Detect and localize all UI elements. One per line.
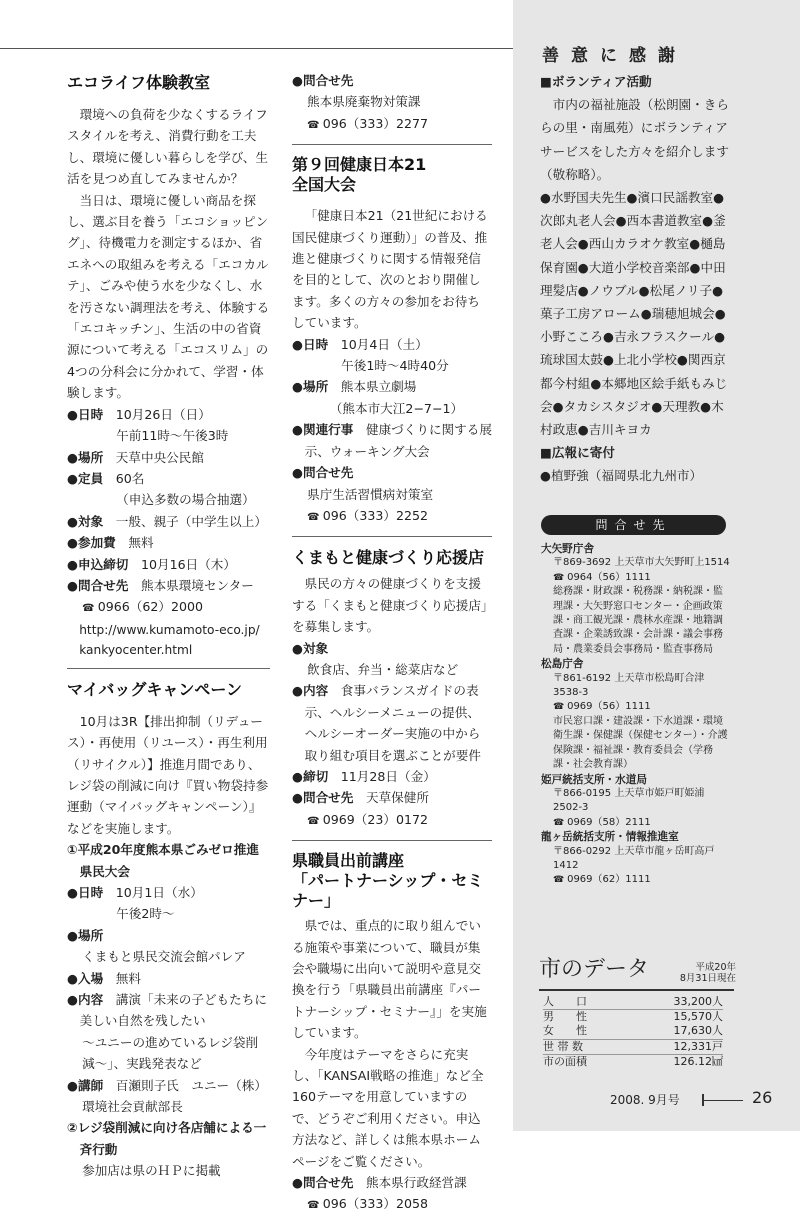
eco-contact: 熊本県環境センター xyxy=(140,577,254,593)
shop-contact: 天草保健所 xyxy=(365,790,429,806)
stat-value: 12,331戸 xyxy=(628,1039,723,1054)
eco-contact-row xyxy=(67,575,270,596)
shop-content-label: ●内容 xyxy=(292,683,329,699)
eco-tel: ☎ 0966（62）2000 xyxy=(67,596,270,619)
health21-title-2: 全国大会 xyxy=(292,175,357,195)
volunteer-text: 市内の福祉施設（松朗園・きららの里・南風苑）にボランティアサービスをした方々を紹介します（敬称略）。 xyxy=(540,97,729,182)
stat-value: 126.12㎢ xyxy=(673,1054,723,1068)
eco-place-label: ●場所 xyxy=(67,449,104,465)
health21-date-row xyxy=(292,334,492,355)
eco-fee-label: ●参加費 xyxy=(67,535,116,551)
bag-place-label: ●場所 xyxy=(67,927,104,943)
bag-lecturer: 百瀬則子氏 ユニー（株） xyxy=(115,1077,267,1093)
section-divider xyxy=(67,668,270,669)
office-tel: ☎ 0969（58）2111 xyxy=(541,816,731,830)
page-number: 26 xyxy=(752,1088,773,1107)
city-data-table xyxy=(543,995,723,1069)
office-address: 〒866-0195 上天草市姫戸町姫浦2502-3 xyxy=(553,787,705,814)
stat-row xyxy=(543,1054,723,1069)
health21-paragraph: 「健康日本21（21世紀における国民健康づくり運動）」の普及、推進と健康づくりに関する情報発信を目的として、次のとおり開催します。多くの方々の参加をお待ちしています。 xyxy=(292,208,488,331)
office-address: 〒861-6192 上天草市松島町合津3538-3 xyxy=(553,672,705,699)
stat-value: 15,570人 xyxy=(673,1010,723,1024)
eco-fee: 無料 xyxy=(128,535,154,551)
eco-deadline-row xyxy=(67,554,270,575)
health21-place-row xyxy=(292,376,492,397)
donation-heading: ■ 広報に寄付 xyxy=(540,441,730,464)
lecture-tel: ☎ 096（333）2058 xyxy=(292,1193,492,1216)
bag-date-row xyxy=(67,882,270,903)
bag-lecturer-row xyxy=(67,1075,270,1096)
office-name: 松島庁舎 xyxy=(541,658,584,671)
eco-place: 天草中央公民館 xyxy=(115,449,204,465)
eco-date-row xyxy=(67,404,270,425)
office-name: 大矢野庁舎 xyxy=(541,543,594,555)
shop-deadline: 11月28日（金） xyxy=(340,768,436,784)
health21-related-label: ●関連行事 xyxy=(292,422,354,438)
office-departments: 市民窓口課・建設課・下水道課・環境衛生課・保健課（保健センター）・介護保険課・福祉課・教育委員会（学務課・社会教育課） xyxy=(553,715,728,771)
eco-title: エコライフ体験教室 xyxy=(67,73,211,92)
health21-time: 午後1時～4時40分 xyxy=(341,358,449,374)
volunteer-names: ●水野国夫先生●濱口民謡教室●次郎丸老人会●西本書道教室●釜老人会●西山カラオケ教室●樋島保育園●大道小学校音楽部●中田理髪店●ノウブル●松尾ノリ子●菓子工房アローム●瑞穂旭城会●小野こころ●吉永フラスクール●琉球国太鼓●上北小学校●関西京都今村組●本郷地区絵手紙もみじ会●タカシスタジオ●天理教●木村政恵●吉川キヨカ xyxy=(540,190,728,438)
health21-place: 熊本県立劇場 xyxy=(340,379,417,395)
lecture-paragraph-2: 今年度はテーマをさらに充実し、「KANSAI戦略の推進」など全160テーマを用意していますので、どうぞご利用ください。申込方法など、詳しくは熊本県ホームページをご覧ください。 xyxy=(292,1046,484,1169)
waste-tel: ☎ 096（333）2277 xyxy=(292,113,492,136)
waste-contact: 熊本県廃棄物対策課 xyxy=(307,94,421,110)
city-data-rule xyxy=(539,989,734,991)
city-data-date xyxy=(674,962,736,984)
volunteer-heading: ■ ボランティア活動 xyxy=(540,70,730,93)
office-address: 〒866-0292 上天草市龍ヶ岳町高戸1412 xyxy=(553,845,715,871)
eco-capacity-note: （申込多数の場合抽選） xyxy=(116,492,255,508)
bag-item-1: ①平成20年度熊本県ごみゼロ推進県民大会 xyxy=(67,842,259,879)
shop-deadline-row xyxy=(292,766,492,787)
bag-lecturer-label: ●講師 xyxy=(67,1077,104,1093)
shop-deadline-label: ●締切 xyxy=(292,768,329,784)
shop-content: 食事バランスガイドの表示、ヘルシーメニューの提供、ヘルシーオーダー実施の中から取り組む項目を選ぶことが要件 xyxy=(304,683,481,763)
city-data-date-day: 8月31日現在 xyxy=(679,973,736,984)
column-2 xyxy=(292,72,492,1217)
top-rule xyxy=(0,48,513,49)
office-departments: 総務課・財政課・税務課・納税課・監理課・大矢野窓口センター・企画政策課・商工観光課・農林水産課・地籍調査課・企業誘致課・会計課・議会事務局・農業委員会事務局・監査事務局 xyxy=(553,586,723,655)
health21-contact: 県庁生活習慣病対策室 xyxy=(307,486,434,502)
lecture-contact-row xyxy=(292,1172,492,1193)
footer-rule xyxy=(703,1100,743,1101)
office-list xyxy=(541,542,731,888)
donation-name: ●植野強（福岡県北九州市） xyxy=(540,468,703,484)
eco-fee-row xyxy=(67,532,270,553)
office-oyano xyxy=(541,542,731,657)
office-ryugatake xyxy=(541,830,731,888)
lecture-paragraph-1: 県では、重点的に取り組んでいる施策や事業について、職員が集会や職場に出向いて説明や意見交換を行う「県職員出前講座『パートナーシップ・セミナー』」を実施しています。 xyxy=(292,918,487,1041)
eco-place-row xyxy=(67,447,270,468)
lecture-title-1: 県職員出前講座 xyxy=(292,851,405,871)
office-tel: ☎ 0969（56）1111 xyxy=(541,700,731,714)
health21-address: （熊本市大江2−7−1） xyxy=(329,400,464,416)
section-divider xyxy=(292,536,492,537)
stat-row xyxy=(543,1024,723,1039)
bag-content-1: 講演「未来の子どもたちに美しい自然を残したい xyxy=(79,992,267,1029)
section-divider xyxy=(292,144,492,145)
eco-target: 一般、親子（中学生以上） xyxy=(115,513,267,529)
bag-title: マイバッグキャンペーン xyxy=(67,679,243,699)
office-himedo xyxy=(541,773,731,831)
eco-capacity: 60名 xyxy=(115,470,145,486)
section-divider xyxy=(292,840,492,841)
lecture-contact: 熊本県行政経営課 xyxy=(365,1175,467,1191)
health21-date: 10月4日（土） xyxy=(340,336,428,352)
health21-title-1: 第９回健康日本21 xyxy=(292,155,427,175)
eco-url-line-1[interactable]: http://www.kumamoto-eco.jp/ xyxy=(79,622,260,637)
bag-time: 午後2時～ xyxy=(116,906,175,922)
issue-label: 2008. 9月号 xyxy=(610,1093,680,1107)
stat-label: 女 性 xyxy=(543,1024,628,1039)
eco-capacity-row xyxy=(67,468,270,489)
stat-row xyxy=(543,995,723,1010)
office-name: 龍ヶ岳統括支所・情報推進室 xyxy=(541,831,679,844)
shop-contact-label: ●問合せ先 xyxy=(292,790,354,806)
eco-paragraph-2: 当日は、環境に優しい商品を探し、選ぶ目を養う「エコショッピング」、待機電力を測定するほか、省エネへの取組みを考える「エコカルテ」、ごみや使う水を少なくし、水を汚さない調理法を考え、体験する「エコキッチン」、生活の中の省資源について考える「エコスリム」の4つの分科会に分かれて、学習・体験します。 xyxy=(67,192,270,401)
city-data-title: 市のデータ xyxy=(539,957,650,982)
stat-label: 人 口 xyxy=(543,995,628,1010)
bag-paragraph-1: 10月は3R【排出抑制（リデュース）・再使用（リユース）・再生利用（リサイクル）】推進月間であり、レジ袋の削減に向け『買い物袋持参運動（マイバッグキャンペーン）』などを実施します。 xyxy=(67,713,269,836)
stat-value: 33,200人 xyxy=(628,995,723,1010)
eco-time: 午前11時～午後3時 xyxy=(116,428,229,444)
eco-date: 10月26日（日） xyxy=(115,406,211,422)
bag-place: くまもと県民交流会館パレア xyxy=(82,949,246,965)
eco-paragraph-1: 環境への負荷を少なくするライフスタイルを考え、消費行動を工夫し、環境に優しい暮らしを学び、生活を見つめ直してみませんか？ xyxy=(67,107,268,187)
column-1 xyxy=(67,72,270,1182)
shop-paragraph: 県民の方々の健康づくりを支援する「くまもと健康づくり応援店」を募集します。 xyxy=(292,576,488,635)
lecture-contact-label: ●問合せ先 xyxy=(292,1175,354,1191)
shop-target: 飲食店、弁当・総菜店など xyxy=(307,661,459,677)
sidebar xyxy=(513,0,800,1131)
office-address: 〒869-3692 上天草市大矢野町上1514 xyxy=(553,557,730,569)
bag-entry-label: ●入場 xyxy=(67,970,104,986)
health21-contact-label: ●問合せ先 xyxy=(292,465,354,481)
bag-content-label: ●内容 xyxy=(67,992,104,1008)
office-tel: ☎ 0969（62）1111 xyxy=(541,873,731,887)
bag-date: 10月1日（水） xyxy=(115,885,203,900)
eco-url-line-2[interactable]: kankyocenter.html xyxy=(79,642,193,657)
stat-row xyxy=(543,1010,723,1025)
eco-date-label: ●日時 xyxy=(67,406,104,422)
eco-target-label: ●対象 xyxy=(67,513,104,529)
bag-content-2: ～ユニーの進めているレジ袋削減～」、実践発表など xyxy=(82,1034,259,1072)
stat-label: 市の面積 xyxy=(543,1054,587,1068)
health21-tel: ☎ 096（333）2252 xyxy=(292,505,492,528)
city-data-date-year: 平成20年 xyxy=(695,962,736,973)
contact-header-pill: 問合せ先 xyxy=(541,515,726,535)
bag-content-row xyxy=(67,989,270,1032)
thanks-section xyxy=(540,44,730,488)
shop-contact-row xyxy=(292,787,492,808)
stat-row xyxy=(543,1039,723,1054)
health21-related: 健康づくりに関する展示、ウォーキング大会 xyxy=(304,422,492,459)
office-matsushima xyxy=(541,657,731,772)
eco-contact-label: ●問合せ先 xyxy=(67,577,129,593)
eco-target-row xyxy=(67,511,270,532)
bag-item-2: ②レジ袋削減に向け各店舗による一斉行動 xyxy=(67,1120,267,1157)
shop-tel: ☎ 0969（23）0172 xyxy=(292,809,492,832)
health21-related-row xyxy=(292,419,492,462)
shop-target-label: ●対象 xyxy=(292,640,329,656)
thanks-title: 善意に感謝 xyxy=(542,46,687,66)
bag-entry-row xyxy=(67,968,270,989)
shop-title: くまもと健康づくり応援店 xyxy=(292,548,485,568)
bag-lecturer-title: 環境社会貢献部長 xyxy=(82,1099,183,1115)
stat-label: 世 帯 数 xyxy=(543,1039,628,1054)
stat-value: 17,630人 xyxy=(628,1024,723,1039)
waste-contact-label: ●問合せ先 xyxy=(292,73,354,88)
lecture-title-2: 「パートナーシップ・セミナー」 xyxy=(292,871,484,911)
bag-item-2-text: 参加店は県のＨＰに掲載 xyxy=(82,1163,221,1179)
bag-date-label: ●日時 xyxy=(67,885,104,900)
eco-deadline-label: ●申込締切 xyxy=(67,556,129,572)
shop-content-row xyxy=(292,680,492,766)
bag-entry: 無料 xyxy=(115,970,141,986)
office-tel: ☎ 0964（56）1111 xyxy=(541,571,731,585)
eco-deadline: 10月16日（木） xyxy=(140,556,236,572)
eco-capacity-label: ●定員 xyxy=(67,470,104,486)
health21-date-label: ●日時 xyxy=(292,336,329,352)
office-name: 姫戸統括支所・水道局 xyxy=(541,773,647,786)
health21-place-label: ●場所 xyxy=(292,379,329,395)
stat-label: 男 性 xyxy=(543,1010,587,1024)
